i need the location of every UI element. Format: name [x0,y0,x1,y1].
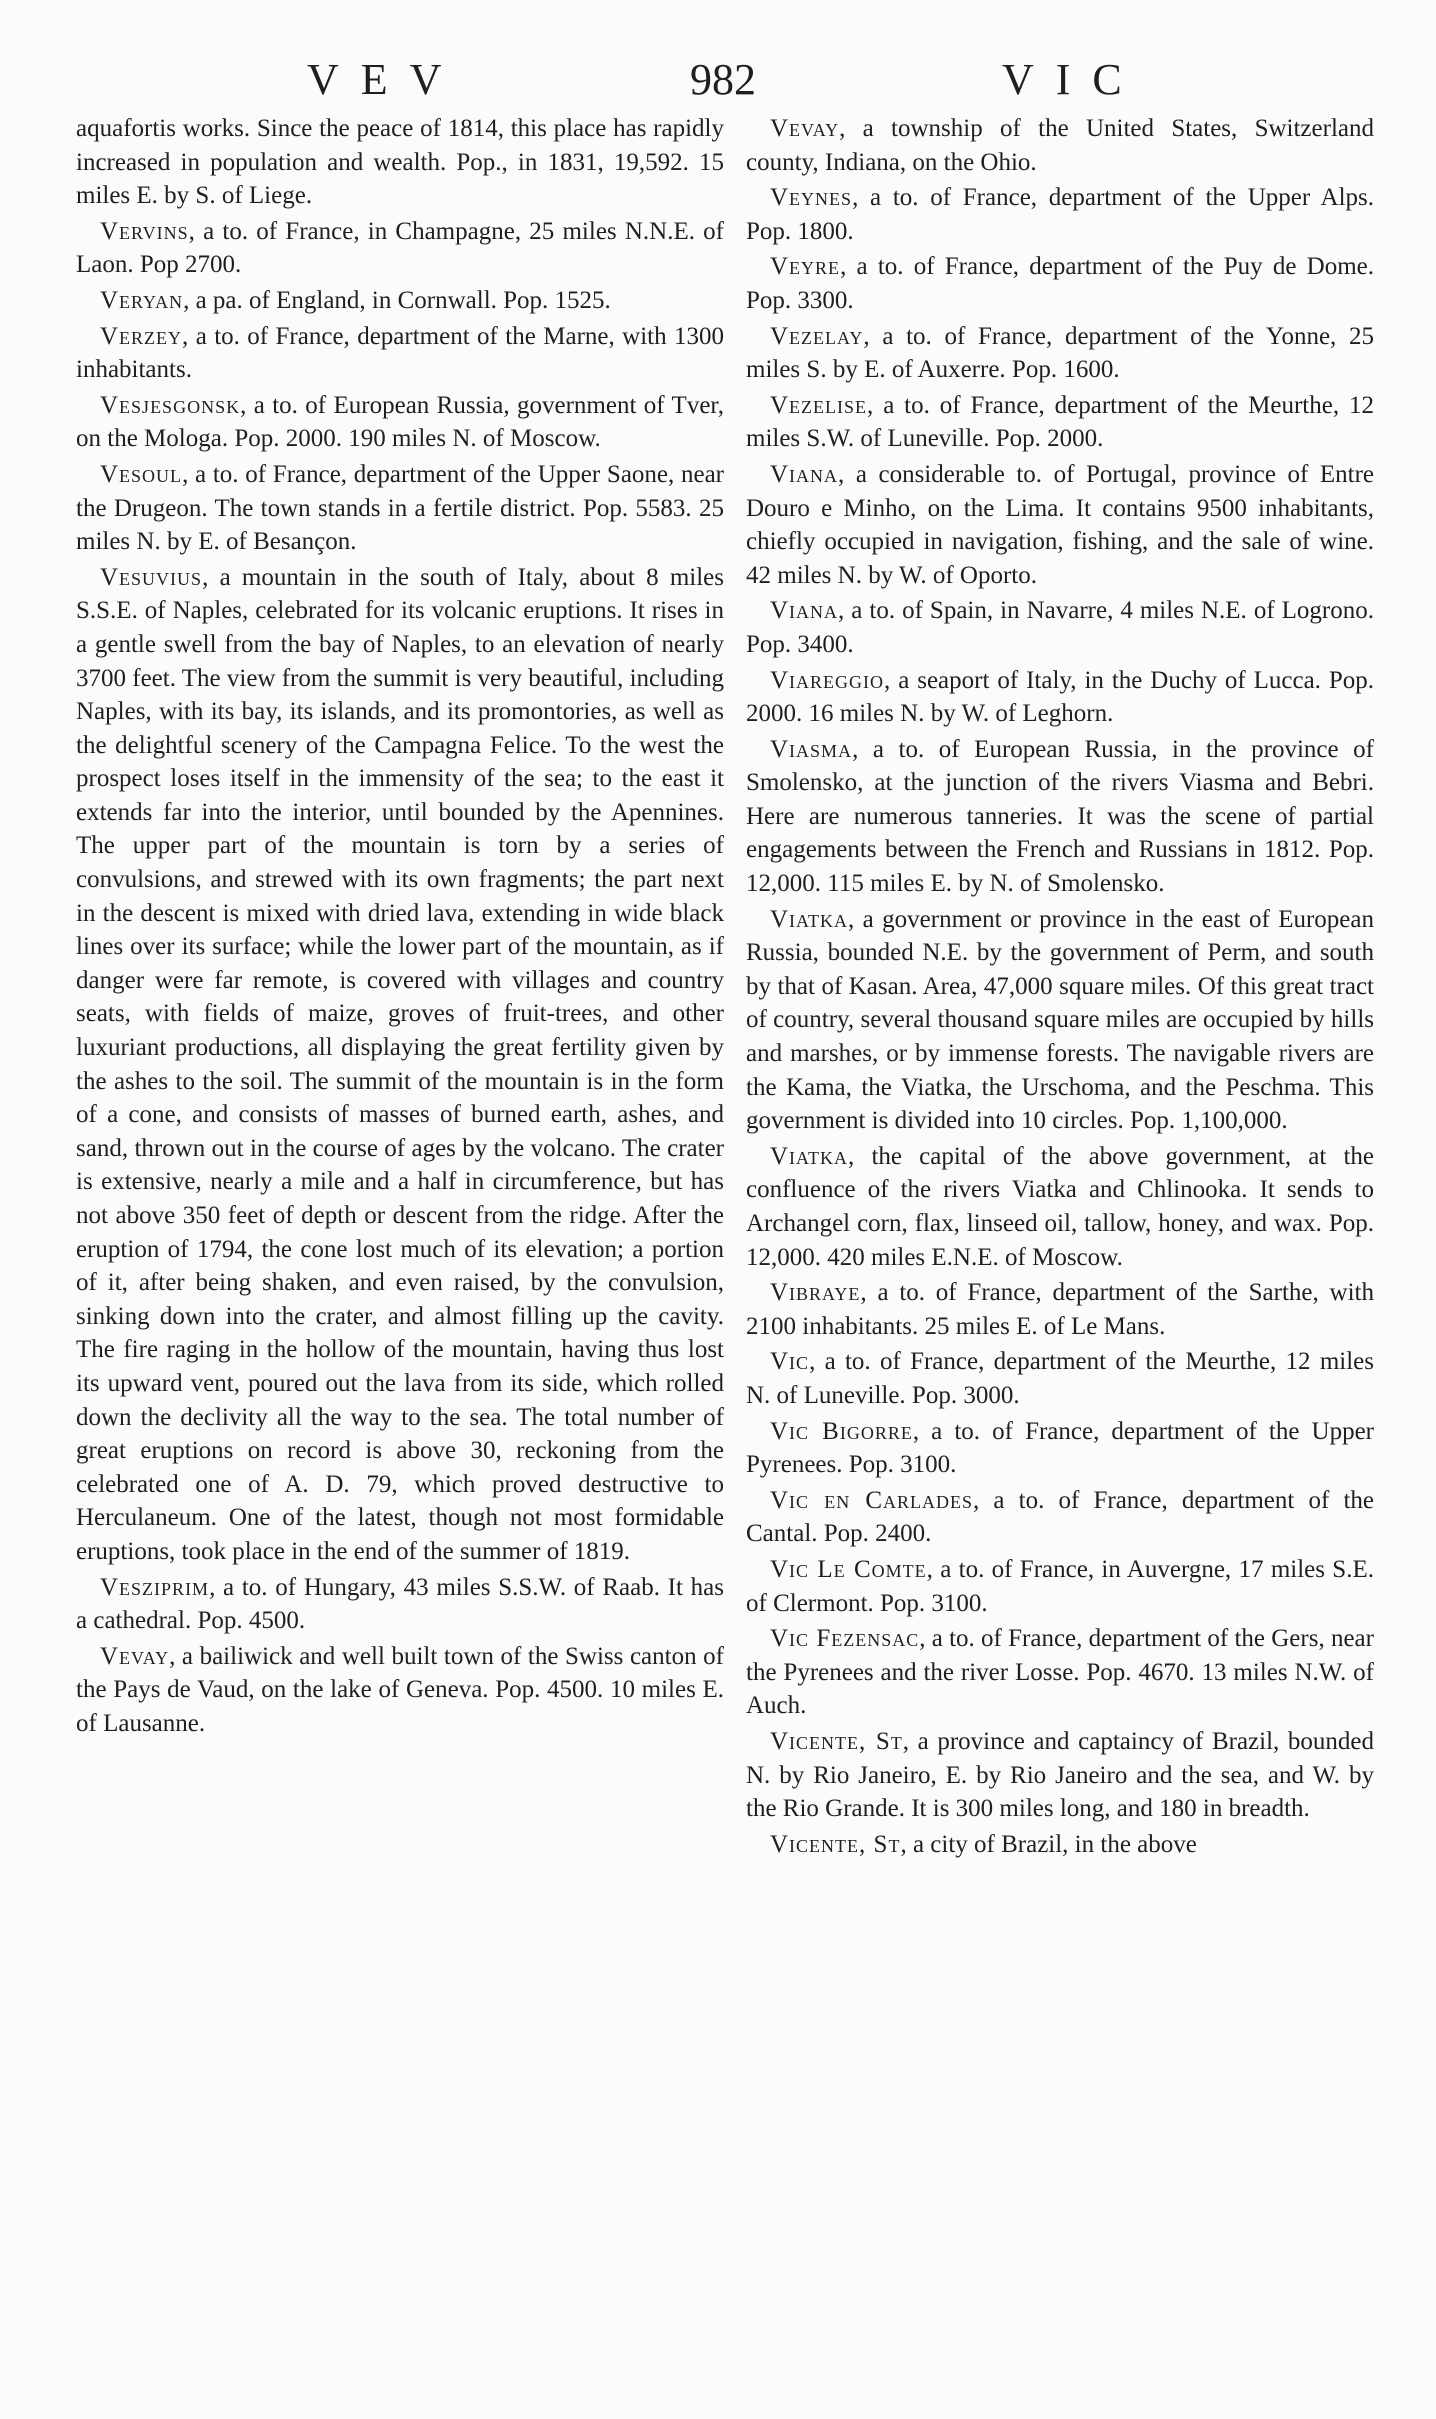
entry-text: , a to. of France, in Auvergne, 17 miles S.E. of Clermont. Pop. 3100. [746,1555,1374,1617]
entry-text: , a to. of European Russia, government of Tver, on the Mologa. Pop. 2000. 190 miles N. of Moscow. [76,391,724,453]
entry-headword: Verzey [100,322,183,350]
entry-headword: Vicente, St [770,1727,903,1755]
entry-text: , a to. of Hungary, 43 miles S.S.W. of Raab. It has a cathedral. Pop. 4500. [76,1573,724,1635]
entry-text: , a government or province in the east of European Russia, bounded N.E. by the government of Perm, and south by that of Kasan. Area, 47,000 square miles. Of this great tract of country, several thousand square miles are occupied by hills and marshes, or by immense forests. The navigable rivers are the Kama, the Viatka, the Urschoma, and the Peschma. This government is divided into 10 circles. Pop. 1,100,000. [746,905,1374,1135]
entry-text: , a to. of France, in Champagne, 25 miles N.N.E. of Laon. Pop 2700. [76,217,724,279]
entry-text: , a to. of France, department of the Upper Alps. Pop. 1800. [746,184,1374,245]
entry-headword: Vic [770,1348,810,1376]
dictionary-entry [746,320,1374,387]
entry-headword: Vesjesgonsk [100,391,241,419]
entry-text: , a province and captaincy of Brazil, bounded N. by Rio Janeiro, E. by Rio Janeiro and the sea, and W. by the Rio Grande. It is 300 miles long, and 180 in breadth. [746,1727,1374,1823]
entry-text: , a to. of France, department of the Gers, near the Pyrenees and the river Losse. Pop. 4670. 13 miles N.W. of Auch. [746,1625,1374,1720]
entry-headword: Vezelay [770,322,864,350]
running-header [72,50,1376,110]
entry-headword: Veyre [770,253,841,281]
dictionary-entry [746,1622,1374,1723]
entry-headword: Vevay [770,115,840,142]
entry-headword: Vevay [100,1642,170,1670]
dictionary-entry [746,389,1374,456]
right-column [746,112,1374,1863]
page-number: 982 [690,55,756,104]
entry-text: , a to. of France, department of the Yonne, 25 miles S. by E. of Auxerre. Pop. 1600. [746,322,1374,384]
entry-text: , a city of Brazil, in the above [900,1830,1197,1858]
dictionary-entry [76,215,724,282]
entry-text: aquafortis works. Since the peace of 1814, this place has rapidly increased in population and wealth. Pop., in 1831, 19,592. 15 miles E. by S. of Liege. [76,115,724,210]
dictionary-entry [76,1640,724,1741]
dictionary-entry [76,112,724,213]
entry-headword: Vesziprim [100,1573,210,1601]
dictionary-entry [76,320,724,387]
entry-text: , a pa. of England, in Cornwall. Pop. 1525. [183,286,611,314]
entry-headword: Veynes [770,184,853,212]
dictionary-entry [746,112,1374,179]
dictionary-entry [746,733,1374,901]
entry-headword: Vic Bigorre [770,1417,913,1445]
entry-headword: Vibraye [770,1279,861,1307]
dictionary-entry [76,561,724,1569]
dictionary-entry [746,1484,1374,1551]
entry-text: , a township of the United States, Switzerland county, Indiana, on the Ohio. [746,115,1374,176]
entry-headword: Vic Le Comte [770,1555,927,1583]
dictionary-entry [76,458,724,559]
header-right-guide: VIC [1002,55,1144,104]
entry-text: , a to. of France, department of the Meurthe, 12 miles N. of Luneville. Pop. 3000. [746,1348,1374,1409]
entry-headword: Vervins [100,217,189,245]
entry-headword: Vesoul [100,460,183,488]
entry-headword: Vezelise [770,391,868,419]
entry-headword: Viatka [770,905,849,933]
entry-text: , a seaport of Italy, in the Duchy of Lucca. Pop. 2000. 16 miles N. by W. of Leghorn. [746,666,1374,728]
dictionary-entry [746,1140,1374,1274]
dictionary-entry [746,250,1374,317]
dictionary-entry [746,458,1374,592]
entry-headword: Vicente, St [770,1830,901,1858]
entry-text: , a to. of France, department of the Puy de Dome. Pop. 3300. [746,253,1374,314]
entry-text: , a mountain in the south of Italy, about 8 miles S.S.E. of Naples, celebrated for its volcanic eruptions. It rises in a gentle swell from the bay of Naples, to an elevation of nearly 3700 feet. The view from the summit is very beautiful, including Naples, with its bay, its islands, and its promontories, as well as the delightful scenery of the Campagna Felice. To the west the prospect loses itself in the immensity of the sea; to the east it extends far into the interior, until bounded by the Apennines. The upper part of the mountain is torn by a series of convulsions, and strewed with its own fragments; the part next in the descent is mixed with dried lava, extending in wide black lines over its surface; while the lower part of the mountain, as if danger were far remote, is covered with villages and country seats, with fields of maize, groves of fruit-trees, and other luxuriant productions, all displaying the great fertility given by the ashes to the soil. The summit of the mountain is in the form of a cone, and consists of masses of burned earth, ashes, and sand, thrown out in the course of ages by the volcano. The crater is extensive, nearly a mile and a half in circumference, but has not above 350 feet of depth or descent from the ridge. After the eruption of 1794, the cone lost much of its elevation; a portion of it, after being shaken, and even raised, by the convulsion, sinking down into the crater, and almost filling up the cavity. The fire raging in the hollow of the mountain, having thus lost its upward vent, poured out the lava from its side, which rolled down the declivity all the way to the sea. The total number of great eruptions on record is above 30, reckoning from the celebrated one of A. D. 79, which proved destructive to Herculaneum. One of the latest, though not most formidable eruptions, took place in the end of the summer of 1819. [76,563,725,1565]
entry-headword: Veryan [100,286,184,314]
entry-text: , a to. of Spain, in Navarre, 4 miles N.E. of Logrono. Pop. 3400. [746,597,1374,658]
left-column [76,112,724,1743]
entry-text: , a to. of France, department of the Sarthe, with 2100 inhabitants. 25 miles E. of Le Mans. [746,1279,1374,1340]
entry-headword: Viasma [770,735,853,763]
entry-headword: Viana [770,460,839,488]
entry-text: , a to. of European Russia, in the province of Smolensko, at the junction of the rivers Viasma and Bebri. Here are numerous tanneries. It was the scene of partial engagements between the French and Russians in 1812. Pop. 12,000. 115 miles E. by N. of Smolensko. [746,735,1374,898]
dictionary-entry [746,1415,1374,1482]
entry-text: , a bailiwick and well built town of the Swiss canton of the Pays de Vaud, on the lake of Geneva. Pop. 4500. 10 miles E. of Lausanne. [76,1642,724,1737]
entry-headword: Vic en Carlades [770,1486,974,1514]
entry-text: , a considerable to. of Portugal, province of Entre Douro e Minho, on the Lima. It contains 9500 inhabitants, chiefly occupied in navigation, fishing, and the sale of wine. 42 miles N. by W. of Oporto. [746,460,1374,589]
entry-headword: Viatka [770,1142,849,1170]
entry-text: , a to. of France, department of the Marne, with 1300 inhabitants. [76,322,724,384]
entry-text: , the capital of the above government, at the confluence of the rivers Viatka and Chlinooka. It sends to Archangel corn, flax, linseed oil, tallow, honey, and wax. Pop. 12,000. 420 miles E.N.E. of Moscow. [746,1142,1374,1271]
entry-headword: Vic Fezensac [770,1625,920,1653]
dictionary-entry [746,594,1374,661]
entry-text: , a to. of France, department of the Meurthe, 12 miles S.W. of Luneville. Pop. 2000. [746,391,1374,453]
dictionary-entry [746,1345,1374,1412]
dictionary-entry [746,664,1374,731]
dictionary-entry [746,1553,1374,1620]
dictionary-entry [76,389,724,456]
entry-headword: Viana [770,597,839,625]
header-left-guide: VEV [307,55,464,104]
dictionary-entry [746,903,1374,1138]
dictionary-entry [746,1725,1374,1826]
entry-text: , a to. of France, department of the Upper Saone, near the Drugeon. The town stands in a fertile district. Pop. 5583. 25 miles N. by E. of Besançon. [76,460,724,556]
dictionary-entry [746,181,1374,248]
entry-text: , a to. of France, department of the Cantal. Pop. 2400. [746,1486,1375,1548]
dictionary-entry [746,1276,1374,1343]
entry-headword: Viareggio [770,666,885,694]
entry-text: , a to. of France, department of the Upper Pyrenees. Pop. 3100. [746,1417,1374,1479]
dictionary-entry [746,1828,1374,1862]
dictionary-entry [76,284,724,318]
entry-headword: Vesuvius [100,563,203,591]
dictionary-entry [76,1571,724,1638]
